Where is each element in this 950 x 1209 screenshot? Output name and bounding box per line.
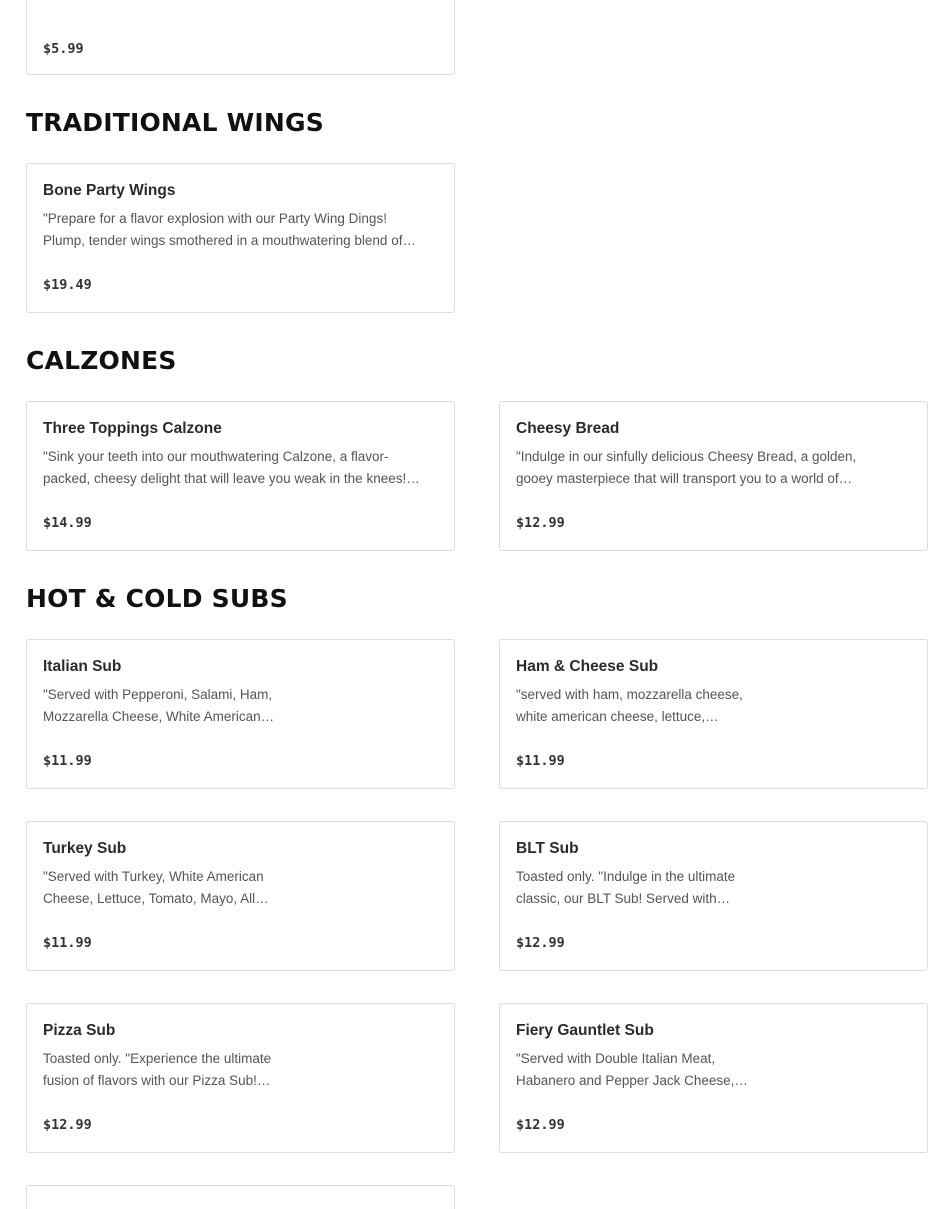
item-price: $11.99 [516, 753, 565, 769]
item-price: $12.99 [516, 515, 565, 531]
menu-item-ham-cheese-sub[interactable] [499, 639, 928, 789]
item-description: Toasted only. "Experience the ultimate fusion of flavors with our Pizza Sub!… [43, 1051, 272, 1088]
section-title-traditional-wings: TRADITIONAL WINGS [26, 108, 324, 137]
menu-item-italian-sub[interactable] [26, 639, 455, 789]
menu-item-turkey-sub[interactable] [26, 821, 455, 971]
item-description: "Served with Double Italian Meat, Habanero and Pepper Jack Cheese,… [516, 1051, 748, 1088]
menu-item-bone-party-wings[interactable] [26, 163, 455, 313]
item-name: Turkey Sub [43, 840, 127, 857]
item-name: Cheesy Bread [516, 420, 620, 437]
item-price: $11.99 [43, 753, 92, 769]
menu-item-cheesy-bread[interactable] [499, 401, 928, 551]
section-title-calzones: CALZONES [26, 346, 177, 375]
menu-item-three-toppings-calzone[interactable] [26, 401, 455, 551]
item-name: Ham & Cheese Sub [516, 658, 659, 675]
menu-item-pizza-sub[interactable] [26, 1003, 455, 1153]
item-name: Bone Party Wings [43, 182, 176, 199]
item-price: $12.99 [43, 1117, 92, 1133]
item-description: "Served with Pepperoni, Salami, Ham, Mozzarella Cheese, White American… [43, 687, 275, 724]
item-name: Pizza Sub [43, 1022, 116, 1039]
menu-item-card[interactable] [26, 0, 455, 75]
item-price: $19.49 [43, 277, 92, 293]
item-price: $11.99 [43, 935, 92, 951]
section-title-hot-cold-subs: HOT & COLD SUBS [26, 584, 288, 613]
item-name: Italian Sub [43, 658, 122, 675]
item-description: Toasted only. "Indulge in the ultimate classic, our BLT Sub! Served with… [516, 869, 736, 906]
item-price: $14.99 [43, 515, 92, 531]
item-name: BLT Sub [516, 840, 579, 857]
item-description: "Sink your teeth into our mouthwatering Calzone, a flavor- packed, cheesy delight that will leave you weak in the knees!… [43, 449, 420, 486]
item-description: "Served with Turkey, White American Cheese, Lettuce, Tomato, Mayo, All… [43, 869, 269, 906]
item-price: $12.99 [516, 1117, 565, 1133]
item-price: $12.99 [516, 935, 565, 951]
item-description: "Prepare for a flavor explosion with our Party Wing Dings! Plump, tender wings smothered in a mouthwatering blend of… [43, 211, 416, 248]
item-name: Three Toppings Calzone [43, 420, 222, 437]
menu-item-blt-sub[interactable] [499, 821, 928, 971]
item-description: "Indulge in our sinfully delicious Cheesy Bread, a golden, gooey masterpiece that will transport you to a world of… [516, 449, 857, 486]
item-description: "served with ham, mozzarella cheese, white american cheese, lettuce,… [516, 687, 743, 724]
menu-item-card[interactable] [26, 1185, 455, 1209]
item-price: $5.99 [43, 41, 84, 57]
menu-item-fiery-gauntlet-sub[interactable] [499, 1003, 928, 1153]
item-name: Fiery Gauntlet Sub [516, 1022, 654, 1039]
